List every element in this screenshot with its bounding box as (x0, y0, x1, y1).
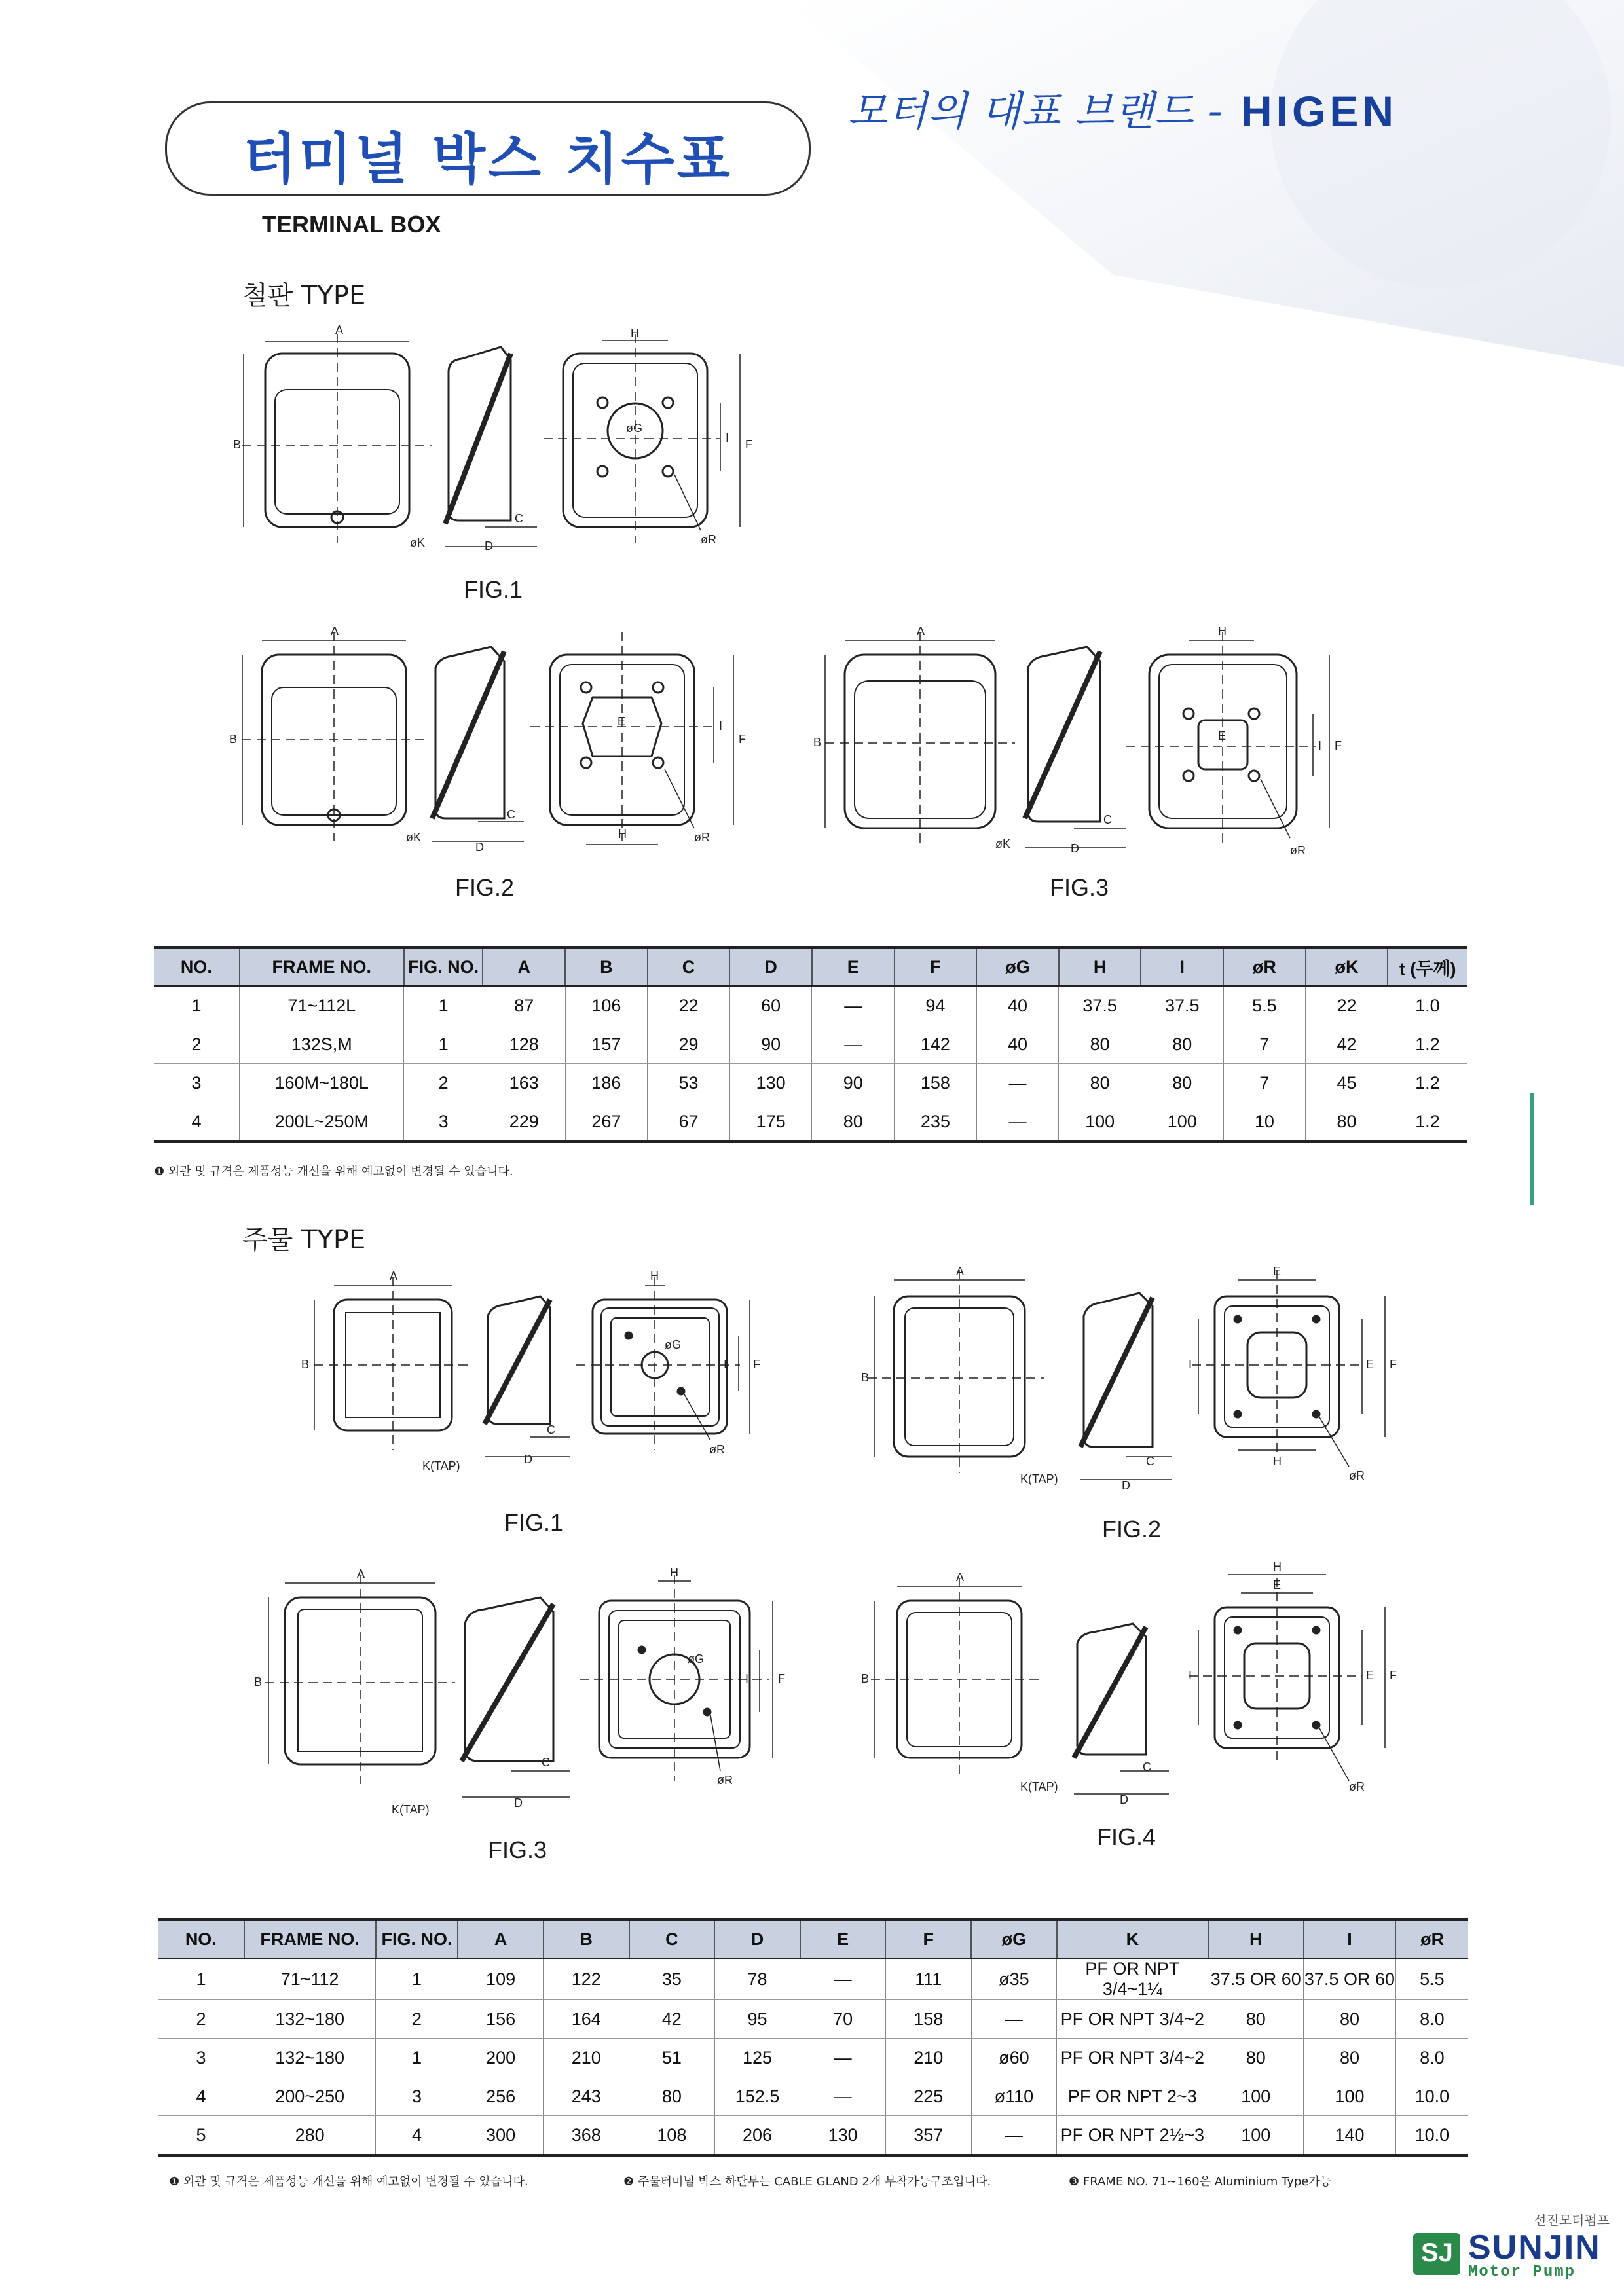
table-cell: 125 (714, 2039, 800, 2077)
dim-label-A: A (357, 1567, 365, 1580)
dim-label-A: A (917, 625, 925, 638)
table-cell: 80 (1208, 2000, 1304, 2039)
column-header: B (565, 947, 648, 986)
table-cell: PF OR NPT 2~3 (1057, 2077, 1208, 2116)
table-cell: — (800, 2039, 886, 2077)
dim-label-A: A (956, 1571, 965, 1584)
table-cell: 40 (976, 1025, 1059, 1064)
table-cell: 132~180 (244, 2039, 376, 2077)
table-cell: 80 (1306, 1102, 1388, 1142)
dim-label-D: D (475, 841, 484, 854)
table-cell: 111 (885, 1958, 971, 2000)
column-header: FIG. NO. (376, 1920, 458, 1958)
table-cell: 80 (1304, 2000, 1396, 2039)
table-cell: 7 (1223, 1064, 1306, 1102)
table-cell: 1 (158, 1958, 244, 2000)
dim-label-B: B (233, 438, 242, 451)
footer-brand (1413, 2210, 1610, 2282)
table-cell: 256 (458, 2077, 544, 2116)
dim-label-E: E (1273, 1265, 1282, 1278)
table-cell: 229 (483, 1102, 565, 1142)
table-cell: 200 (458, 2039, 544, 2077)
table-cell: 1.2 (1388, 1102, 1467, 1142)
table-cell: 122 (544, 1958, 629, 2000)
column-header: K (1057, 1920, 1208, 1958)
dim-label-H: H (670, 1566, 678, 1579)
table-cell: 100 (1208, 2077, 1304, 2116)
column-header: E (812, 947, 895, 986)
table-cell: 186 (565, 1064, 648, 1102)
steel-section-title: 철판 TYPE (242, 281, 366, 311)
table-cell: 51 (629, 2039, 715, 2077)
table-cell: 210 (544, 2039, 629, 2077)
dim-label-I: I (1189, 1669, 1192, 1682)
table-cell: 8.0 (1395, 2039, 1468, 2077)
dim-label-E: E (618, 715, 626, 728)
table-cell: 206 (714, 2116, 800, 2156)
side-accent-bar (1530, 1093, 1534, 1205)
column-header: H (1208, 1920, 1304, 1958)
table-cell: 3 (404, 1102, 483, 1142)
column-header: I (1304, 1920, 1396, 1958)
table-cell: 5.5 (1395, 1958, 1468, 2000)
table-cell: 90 (729, 1025, 812, 1064)
page-title: 터미널 박스 치수표 (243, 127, 733, 191)
table-row (154, 986, 1467, 1025)
dim-label-H: H (650, 1269, 659, 1283)
table-cell: 90 (812, 1064, 895, 1102)
table-cell: 37.5 OR 60 (1304, 1958, 1396, 2000)
dim-label-B: B (254, 1675, 263, 1688)
steel-fig3-diagram (805, 622, 1342, 864)
column-header: øR (1223, 947, 1306, 986)
dim-label-E: E (1273, 1578, 1282, 1592)
table-cell: — (976, 1064, 1059, 1102)
table-cell: 128 (483, 1025, 565, 1064)
table-cell: 37.5 (1141, 986, 1223, 1025)
dim-label-D: D (1122, 1479, 1130, 1492)
table-cell: 71~112L (240, 986, 404, 1025)
table-cell: 80 (1141, 1064, 1223, 1102)
table-cell: 29 (648, 1025, 730, 1064)
table-cell: 1.2 (1388, 1064, 1467, 1102)
table-cell: 40 (976, 986, 1059, 1025)
column-header: A (458, 1920, 544, 1958)
dim-label-B: B (813, 736, 822, 749)
table-cell: 1 (154, 986, 240, 1025)
table-cell: 3 (154, 1064, 240, 1102)
cast-fig4-label: FIG.4 (1097, 1823, 1156, 1850)
column-header: øR (1395, 1920, 1468, 1958)
dim-label-I: I (1189, 1358, 1192, 1371)
dim-label-KTAP: K(TAP) (392, 1803, 430, 1816)
table-cell: — (976, 1102, 1059, 1142)
dim-label-C: C (515, 512, 523, 525)
table-cell: 87 (483, 986, 565, 1025)
dim-label-G: øG (665, 1338, 681, 1351)
table-cell: 1.0 (1388, 986, 1467, 1025)
dim-label-C: C (507, 808, 515, 821)
table-cell: 175 (729, 1102, 812, 1142)
column-header: C (629, 1920, 715, 1958)
dim-label-F: F (753, 1358, 760, 1371)
dim-label-E2: E (1366, 1669, 1375, 1682)
table-cell: 106 (565, 986, 648, 1025)
dim-label-KTAP: K(TAP) (1020, 1780, 1058, 1793)
table-cell: 1 (404, 986, 483, 1025)
table-cell: 95 (714, 2000, 800, 2039)
column-header: F (895, 947, 977, 986)
cast-fig2-label: FIG.2 (1102, 1516, 1162, 1542)
dim-label-F: F (778, 1672, 785, 1685)
table-cell: 42 (629, 2000, 715, 2039)
table-cell: 100 (1304, 2077, 1396, 2116)
table-cell: 8.0 (1395, 2000, 1468, 2039)
page-subtitle: TERMINAL BOX (262, 211, 441, 238)
dim-label-D: D (1071, 842, 1079, 855)
dim-label-F: F (745, 438, 752, 451)
column-header: B (544, 1920, 629, 1958)
table-cell: 1 (404, 1025, 483, 1064)
table-header-row (154, 947, 1467, 986)
table-cell: 130 (729, 1064, 812, 1102)
table-cell: ø110 (971, 2077, 1057, 2116)
dim-label-H: H (618, 828, 627, 841)
column-header: FIG. NO. (404, 947, 483, 986)
dim-label-F: F (1335, 739, 1342, 752)
dim-label-A: A (956, 1265, 965, 1278)
table-cell: 158 (885, 2000, 971, 2039)
table-row (158, 2000, 1468, 2039)
dim-label-KTAP: K(TAP) (422, 1459, 460, 1472)
steel-fig1-diagram (223, 321, 760, 570)
footer-logo-text: SJ (1421, 2238, 1453, 2267)
dim-label-D: D (524, 1453, 532, 1466)
dim-label-C: C (542, 1756, 550, 1769)
table-row (158, 2116, 1468, 2156)
table-cell: ø60 (971, 2039, 1057, 2077)
cast-fig1-diagram (288, 1267, 773, 1509)
dim-label-H: H (1218, 625, 1227, 638)
column-header: øG (976, 947, 1059, 986)
table-cell: 80 (812, 1102, 895, 1142)
table-cell: 80 (629, 2077, 715, 2116)
table-cell: 53 (648, 1064, 730, 1102)
table-cell: 243 (544, 2077, 629, 2116)
footer-logo-mark (1413, 2233, 1460, 2275)
table-cell: 3 (376, 2077, 458, 2116)
page-title-box (165, 101, 811, 196)
table-cell: 80 (1059, 1064, 1141, 1102)
table-cell: 2 (404, 1064, 483, 1102)
cast-fig2-diagram (851, 1257, 1408, 1506)
table-cell: — (812, 986, 895, 1025)
dim-label-KTAP: K(TAP) (1020, 1472, 1058, 1485)
table-cell: PF OR NPT 3/4~2 (1057, 2039, 1208, 2077)
table-cell: 2 (154, 1025, 240, 1064)
table-cell: 10.0 (1395, 2116, 1468, 2156)
table-cell: — (971, 2116, 1057, 2156)
table-cell: — (800, 1958, 886, 2000)
table-cell: 200~250 (244, 2077, 376, 2116)
table-cell: 5 (158, 2116, 244, 2156)
table-cell: 67 (648, 1102, 730, 1142)
table-cell: 4 (158, 2077, 244, 2116)
steel-fig1-label: FIG.1 (464, 576, 523, 603)
dim-label-K: øK (995, 837, 1011, 850)
table-cell: 225 (885, 2077, 971, 2116)
table-cell: 132S,M (240, 1025, 404, 1064)
dim-label-R: øR (1349, 1780, 1365, 1793)
table-row (154, 1064, 1467, 1102)
steel-fig2-diagram (216, 622, 753, 864)
brand-logo: HIGEN (1241, 87, 1398, 136)
table-cell: 109 (458, 1958, 544, 2000)
dim-label-H: H (1273, 1561, 1282, 1573)
dim-label-C: C (1143, 1760, 1151, 1774)
table-cell: 152.5 (714, 2077, 800, 2116)
table-cell: 22 (1306, 986, 1388, 1025)
dim-label-D: D (514, 1796, 523, 1810)
table-cell: 300 (458, 2116, 544, 2156)
table-cell: 22 (648, 986, 730, 1025)
dim-label-R: øR (709, 1443, 725, 1456)
table-cell: 156 (458, 2000, 544, 2039)
column-header: C (648, 947, 730, 986)
table-header-row (158, 1920, 1468, 1958)
dim-label-I: I (726, 431, 729, 445)
table-cell: 130 (800, 2116, 886, 2156)
dim-label-R: øR (701, 533, 716, 546)
column-header: D (729, 947, 812, 986)
steel-spec-table (154, 946, 1467, 1143)
table-cell: 80 (1141, 1025, 1223, 1064)
table-cell: 4 (376, 2116, 458, 2156)
column-header: D (714, 1920, 800, 1958)
dim-label-F: F (1390, 1358, 1397, 1371)
table-cell: 3 (158, 2039, 244, 2077)
table-cell: 163 (483, 1064, 565, 1102)
dim-label-B: B (861, 1672, 870, 1685)
table-cell: 267 (565, 1102, 648, 1142)
dim-label-A: A (331, 625, 339, 638)
dim-label-A: A (390, 1269, 398, 1283)
table-cell: 78 (714, 1958, 800, 2000)
column-header: F (885, 1920, 971, 1958)
column-header: øK (1306, 947, 1388, 986)
dim-label-C: C (1146, 1455, 1154, 1468)
table-cell: 1 (376, 2039, 458, 2077)
column-header: NO. (158, 1920, 244, 1958)
table-cell: ø35 (971, 1958, 1057, 2000)
dim-label-I: I (745, 1672, 749, 1685)
column-header: FRAME NO. (244, 1920, 376, 1958)
table-cell: 45 (1306, 1064, 1388, 1102)
dim-label-R: øR (1349, 1469, 1365, 1482)
dim-label-I: I (724, 1358, 728, 1371)
table-cell: 2 (376, 2000, 458, 2039)
dim-label-A: A (335, 323, 344, 337)
footer-company-korean: 선진모터펌프 (1534, 2212, 1610, 2228)
column-header: NO. (154, 947, 240, 986)
dim-label-D: D (1120, 1793, 1128, 1806)
cast-note-2: ❷ 주물터미널 박스 하단부는 CABLE GLAND 2개 부착가능구조입니다. (623, 2175, 991, 2189)
table-cell: 368 (544, 2116, 629, 2156)
table-row (158, 2077, 1468, 2116)
table-row (154, 1025, 1467, 1064)
dim-label-F: F (739, 733, 746, 746)
table-cell: PF OR NPT 3/4~2 (1057, 2000, 1208, 2039)
table-cell: 10 (1223, 1102, 1306, 1142)
steel-note: ❶ 외관 및 규격은 제품성능 개선을 위해 예고없이 변경될 수 있습니다. (154, 1165, 513, 1178)
table-cell: 71~112 (244, 1958, 376, 2000)
column-header: E (800, 1920, 886, 1958)
table-cell: 37.5 OR 60 (1208, 1958, 1304, 2000)
table-cell: 1.2 (1388, 1025, 1467, 1064)
table-cell: 80 (1059, 1025, 1141, 1064)
dim-label-K: øK (410, 536, 426, 549)
table-cell: 100 (1141, 1102, 1223, 1142)
column-header: H (1059, 947, 1141, 986)
column-header: A (483, 947, 565, 986)
table-cell: 2 (158, 2000, 244, 2039)
table-cell: 157 (565, 1025, 648, 1064)
table-cell: 108 (629, 2116, 715, 2156)
slogan: 모터의 대표 브랜드 - (848, 87, 1223, 135)
dim-label-K: øK (406, 831, 422, 844)
column-header: FRAME NO. (240, 947, 404, 986)
table-cell: 35 (629, 1958, 715, 2000)
table-cell: 235 (895, 1102, 977, 1142)
dim-label-H: H (631, 327, 639, 340)
table-row (158, 1958, 1468, 2000)
table-cell: 280 (244, 2116, 376, 2156)
table-cell: 164 (544, 2000, 629, 2039)
cast-note-1: ❶ 외관 및 규격은 제품성능 개선을 위해 예고없이 변경될 수 있습니다. (169, 2175, 528, 2189)
table-cell: 1 (376, 1958, 458, 2000)
cast-note-3: ❸ FRAME NO. 71~160은 Aluminium Type가능 (1069, 2175, 1332, 2189)
dim-label-C: C (1103, 813, 1112, 826)
table-cell: — (971, 2000, 1057, 2039)
dim-label-H: H (1273, 1455, 1282, 1468)
dim-label-G: øG (688, 1652, 704, 1666)
table-cell: 100 (1059, 1102, 1141, 1142)
table-cell: 7 (1223, 1025, 1306, 1064)
cast-fig3-diagram (249, 1565, 786, 1827)
table-row (154, 1102, 1467, 1142)
cast-fig1-label: FIG.1 (504, 1509, 564, 1536)
cast-fig4-diagram (845, 1561, 1408, 1823)
dim-label-I: I (1318, 739, 1322, 752)
footer-company-name: SUNJIN (1468, 2229, 1601, 2267)
dim-label-D: D (485, 539, 493, 553)
table-cell: 80 (1208, 2039, 1304, 2077)
table-cell: 70 (800, 2000, 886, 2039)
steel-fig3-label: FIG.3 (1050, 874, 1109, 901)
table-cell: 60 (729, 986, 812, 1025)
table-cell: 200L~250M (240, 1102, 404, 1142)
steel-fig2-label: FIG.2 (455, 874, 515, 901)
cast-section-title: 주물 TYPE (242, 1225, 366, 1255)
dim-label-E: E (1218, 729, 1227, 742)
cast-spec-table (158, 1918, 1468, 2157)
dim-label-B: B (861, 1371, 870, 1384)
dim-label-R: øR (1290, 844, 1306, 857)
table-cell: 10.0 (1395, 2077, 1468, 2116)
table-cell: 357 (885, 2116, 971, 2156)
table-cell: 42 (1306, 1025, 1388, 1064)
table-cell: 158 (895, 1064, 977, 1102)
cast-fig3-label: FIG.3 (488, 1836, 547, 1863)
column-header: I (1141, 947, 1223, 986)
column-header: t (두께) (1388, 947, 1467, 986)
dim-label-R: øR (717, 1774, 733, 1787)
dim-label-R: øR (694, 831, 710, 844)
table-cell: 4 (154, 1102, 240, 1142)
table-cell: 160M~180L (240, 1064, 404, 1102)
dim-label-B: B (301, 1358, 310, 1371)
table-cell: 37.5 (1059, 986, 1141, 1025)
table-cell: 100 (1208, 2116, 1304, 2156)
dim-label-G: øG (626, 422, 642, 435)
table-cell: 80 (1304, 2039, 1396, 2077)
table-cell: — (812, 1025, 895, 1064)
table-cell: 5.5 (1223, 986, 1306, 1025)
footer-company-tagline: Motor Pump (1468, 2263, 1576, 2281)
table-row (158, 2039, 1468, 2077)
table-cell: 94 (895, 986, 977, 1025)
table-cell: — (800, 2077, 886, 2116)
table-cell: PF OR NPT 2½~3 (1057, 2116, 1208, 2156)
dim-label-E2: E (1366, 1358, 1375, 1371)
column-header: øG (971, 1920, 1057, 1958)
table-cell: 140 (1304, 2116, 1396, 2156)
dim-label-I: I (719, 720, 723, 733)
dim-label-F: F (1390, 1669, 1397, 1682)
table-cell: 132~180 (244, 2000, 376, 2039)
table-cell: 210 (885, 2039, 971, 2077)
table-cell: PF OR NPT 3/4~1¼ (1057, 1958, 1208, 2000)
dim-label-C: C (547, 1423, 555, 1436)
table-cell: 142 (895, 1025, 977, 1064)
dim-label-B: B (229, 733, 238, 746)
